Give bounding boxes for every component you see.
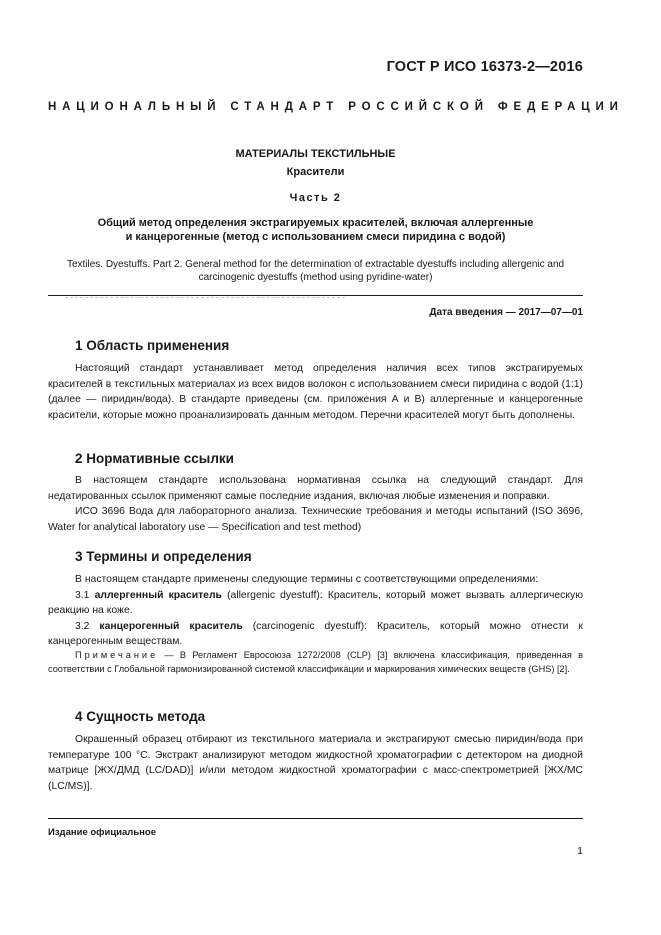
- term-3-2: [48, 619, 583, 650]
- title-english-line-1: Textiles. Dyestuffs. Part 2. General method for the determination of extractable dyestuffs including allergenic and: [66, 259, 565, 270]
- title-main: МАТЕРИАЛЫ ТЕКСТИЛЬНЫЕ: [235, 148, 396, 160]
- note-paragraph: [48, 648, 583, 676]
- section-2-paragraph-1: В настоящем стандарте использована нормативная ссылка на следующий стандарт. Для недатированных ссылок применяют самые последние издания, включая любые изменения и поправки.: [48, 475, 583, 502]
- term-3-1-number: 3.1: [75, 589, 95, 601]
- title-english-line-2: carcinogenic dyestuffs (method using pyridine-water): [198, 272, 433, 283]
- note-text: — В Регламент Евросоюза 1272/2008 (CLP) [3] включена классификация, приведенная в соответствии с Глобальной гармонизированной системой классификации и маркирования химических веществ (GHS) [2].: [48, 650, 583, 674]
- standard-code: ГОСТ Р ИСО 16373-2—2016: [386, 59, 583, 75]
- introduction-date: Дата введения — 2017—07—01: [429, 307, 583, 318]
- faint-divider-trace: [65, 297, 345, 300]
- section-1-body: [48, 361, 583, 423]
- section-2-body: [48, 473, 583, 535]
- term-3-1-name: аллергенный краситель: [94, 589, 222, 601]
- title-russian-line-1: Общий метод определения экстрагируемых красителей, включая аллергенные: [97, 217, 534, 229]
- term-3-2-definition: (carcinogenic dyestuff): Краситель, который можно отнести к канцерогенным веществам.: [48, 620, 583, 648]
- term-3-2-name: канцерогенный краситель: [99, 620, 243, 632]
- title-sub: Красители: [286, 166, 345, 178]
- section-4-body: [48, 732, 583, 794]
- official-edition-label: Издание официальное: [48, 827, 156, 838]
- title-part: Часть 2: [289, 192, 342, 204]
- national-standard-heading: НАЦИОНАЛЬНЫЙ СТАНДАРТ РОССИЙСКОЙ ФЕДЕРАЦИИ: [48, 101, 624, 113]
- term-3-1: [48, 588, 583, 619]
- title-russian: [48, 216, 583, 244]
- section-3-note: [48, 648, 583, 676]
- section-4-heading: 4 Сущность метода: [75, 709, 206, 724]
- page-number: 1: [577, 845, 583, 857]
- title-english: [48, 258, 583, 284]
- title-russian-line-2: и канцерогенные (метод с использованием смеси пиридина с водой): [125, 231, 506, 243]
- title-divider: [48, 295, 583, 296]
- section-2-paragraph-2: ИСО 3696 Вода для лабораторного анализа. Технические требования и методы испытаний (ISO 3696, Water for analytical laboratory use — Specification and test method): [48, 506, 583, 533]
- section-1-heading: 1 Область применения: [75, 338, 230, 353]
- section-3-paragraph-1: В настоящем стандарте применены следующие термины с соответствующими определениями:: [75, 574, 539, 585]
- section-4-paragraph: Окрашенный образец отбирают из текстильного материала и экстрагируют смесью пиридин/вода при температуре 100 °С. Экстракт анализируют методом жидкостной хроматографии с детектором на диодной матрице [ЖХ/ДМД (LC/DAD)] и/или методом жидкостной хроматографии с масс-спектрометрией [ЖХ/МС (LC/MS)].: [48, 734, 583, 792]
- note-label: Примечание: [75, 650, 159, 660]
- section-1-paragraph: Настоящий стандарт устанавливает метод определения наличия всех типов экстрагируемых красителей в текстильных материалах из всех видов волокон с использованием смеси пиридина с водой (1:1) (далее — пиридин/вода). В стандарте приведены (см. приложения А и В) аллергенные и канцерогенные красители, которые можно проанализировать данным методом. Перечни красителей могут быть дополнены.: [48, 363, 583, 421]
- footer-divider: [48, 818, 583, 819]
- section-3-heading: 3 Термины и определения: [75, 549, 252, 564]
- section-2-heading: 2 Нормативные ссылки: [75, 451, 234, 466]
- term-3-1-definition: (allergenic dyestuff): Краситель, который может вызвать аллергическую реакцию на коже.: [48, 589, 583, 617]
- term-3-2-number: 3.2: [75, 620, 100, 632]
- section-3-body: [48, 572, 583, 650]
